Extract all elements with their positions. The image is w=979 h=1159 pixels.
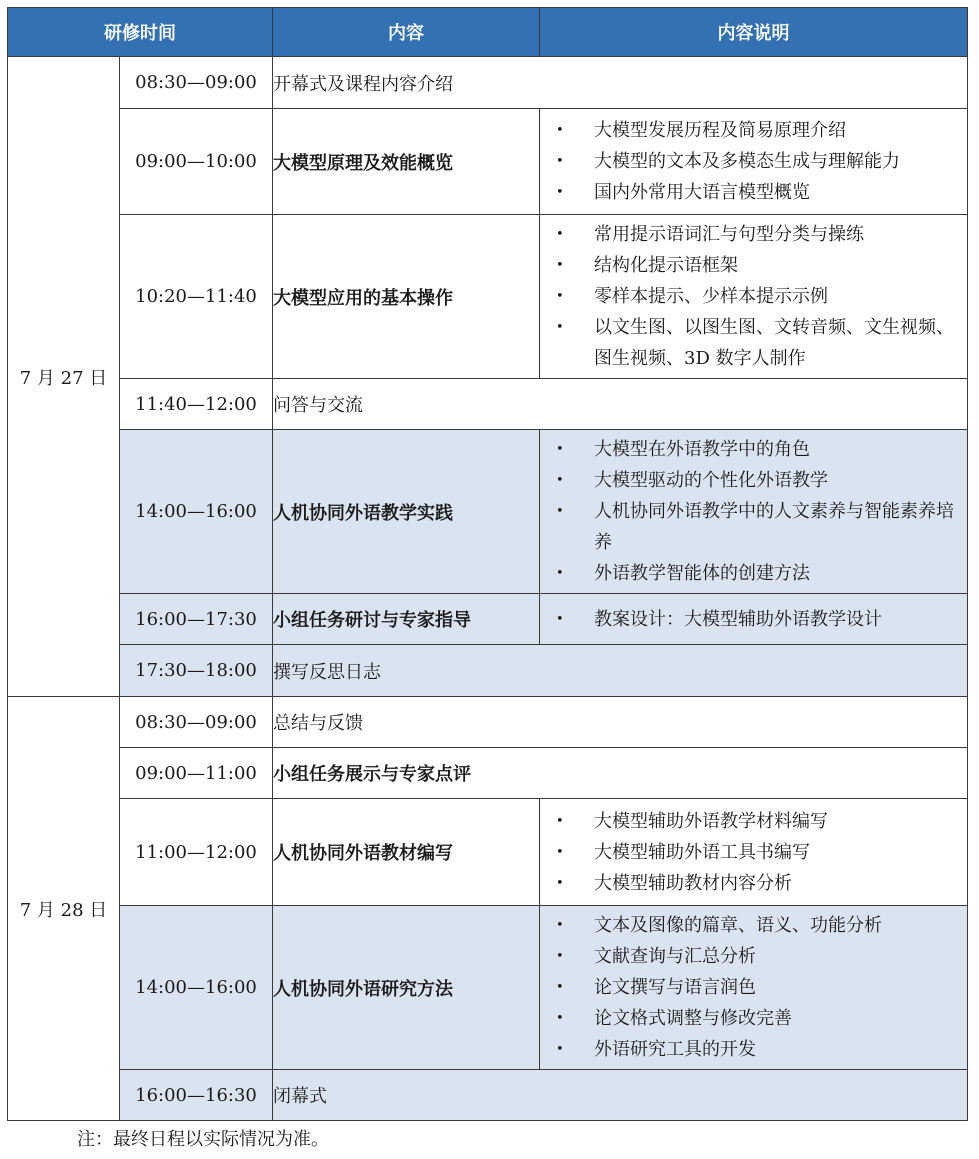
description-item: • 国内外常用大语言模型概览: [540, 177, 967, 208]
session-time: 17:30—18:00: [120, 645, 273, 697]
session-row: [8, 799, 968, 906]
header-description: 内容说明: [540, 8, 968, 57]
header-time: 研修时间: [8, 8, 273, 57]
session-row: [8, 906, 968, 1070]
session-description: [540, 430, 968, 594]
description-item: • 大模型发展历程及简易原理介绍: [540, 115, 967, 146]
session-topic: 大模型应用的基本操作: [273, 215, 540, 379]
session-time: 09:00—10:00: [120, 109, 273, 215]
schedule-sheet: [7, 7, 967, 1121]
session-description: [540, 594, 968, 645]
description-item: • 零样本提示、少样本提示示例: [540, 281, 967, 312]
session-topic: 总结与反馈: [273, 697, 968, 748]
session-description: [540, 799, 968, 906]
session-row: [8, 1070, 968, 1121]
session-topic: 人机协同外语研究方法: [273, 906, 540, 1070]
session-row: [8, 645, 968, 697]
session-time: 11:00—12:00: [120, 799, 273, 906]
session-topic: 大模型原理及效能概览: [273, 109, 540, 215]
session-time: 10:20—11:40: [120, 215, 273, 379]
description-item: • 文本及图像的篇章、语义、功能分析: [540, 910, 967, 941]
description-list: [540, 604, 967, 635]
description-item: • 论文格式调整与修改完善: [540, 1003, 967, 1034]
description-item: • 大模型在外语教学中的角色: [540, 434, 967, 465]
session-row: [8, 215, 968, 379]
session-row: [8, 594, 968, 645]
description-item: • 文献查询与汇总分析: [540, 941, 967, 972]
session-topic: 人机协同外语教学实践: [273, 430, 540, 594]
session-row: [8, 430, 968, 594]
session-topic: 小组任务研讨与专家指导: [273, 594, 540, 645]
session-topic: 小组任务展示与专家点评: [273, 748, 968, 799]
description-list: [540, 115, 967, 208]
session-time: 14:00—16:00: [120, 430, 273, 594]
session-time: 16:00—17:30: [120, 594, 273, 645]
session-topic: 人机协同外语教材编写: [273, 799, 540, 906]
footnote: 注：最终日程以实际情况为准。: [77, 1129, 329, 1150]
session-row: [8, 748, 968, 799]
description-item: • 外语教学智能体的创建方法: [540, 558, 967, 589]
description-item: • 结构化提示语框架: [540, 250, 967, 281]
description-item: • 大模型辅助外语教学材料编写: [540, 806, 967, 837]
description-list: [540, 434, 967, 589]
description-item: • 人机协同外语教学中的人文素养与智能素养培养: [540, 496, 967, 558]
session-topic: 撰写反思日志: [273, 645, 968, 697]
header-row: [8, 8, 968, 57]
session-time: 14:00—16:00: [120, 906, 273, 1070]
description-item: • 以文生图、以图生图、文转音频、文生视频、图生视频、3D 数字人制作: [540, 312, 967, 374]
header-content: 内容: [273, 8, 540, 57]
session-time: 11:40—12:00: [120, 379, 273, 430]
description-item: • 外语研究工具的开发: [540, 1034, 967, 1065]
session-topic: 闭幕式: [273, 1070, 968, 1121]
description-item: • 论文撰写与语言润色: [540, 972, 967, 1003]
session-description: [540, 215, 968, 379]
session-description: [540, 109, 968, 215]
session-time: 16:00—16:30: [120, 1070, 273, 1121]
description-list: [540, 806, 967, 899]
session-time: 08:30—09:00: [120, 697, 273, 748]
session-time: 09:00—11:00: [120, 748, 273, 799]
description-list: [540, 219, 967, 374]
description-list: [540, 910, 967, 1065]
description-item: • 大模型驱动的个性化外语教学: [540, 465, 967, 496]
description-item: • 大模型的文本及多模态生成与理解能力: [540, 146, 967, 177]
session-row: [8, 109, 968, 215]
session-description: [540, 906, 968, 1070]
session-row: [8, 697, 968, 748]
description-item: • 教案设计：大模型辅助外语教学设计: [540, 604, 967, 635]
description-item: • 大模型辅助外语工具书编写: [540, 837, 967, 868]
schedule-body: [8, 57, 968, 1121]
schedule-table: [7, 7, 968, 1121]
session-time: 08:30—09:00: [120, 57, 273, 109]
session-row: [8, 379, 968, 430]
description-item: • 大模型辅助教材内容分析: [540, 868, 967, 899]
description-item: • 常用提示语词汇与句型分类与操练: [540, 219, 967, 250]
session-topic: 问答与交流: [273, 379, 968, 430]
session-row: [8, 57, 968, 109]
session-topic: 开幕式及课程内容介绍: [273, 57, 968, 109]
day-date: 7 月 28 日: [8, 697, 120, 1121]
day-date: 7 月 27 日: [8, 57, 120, 697]
